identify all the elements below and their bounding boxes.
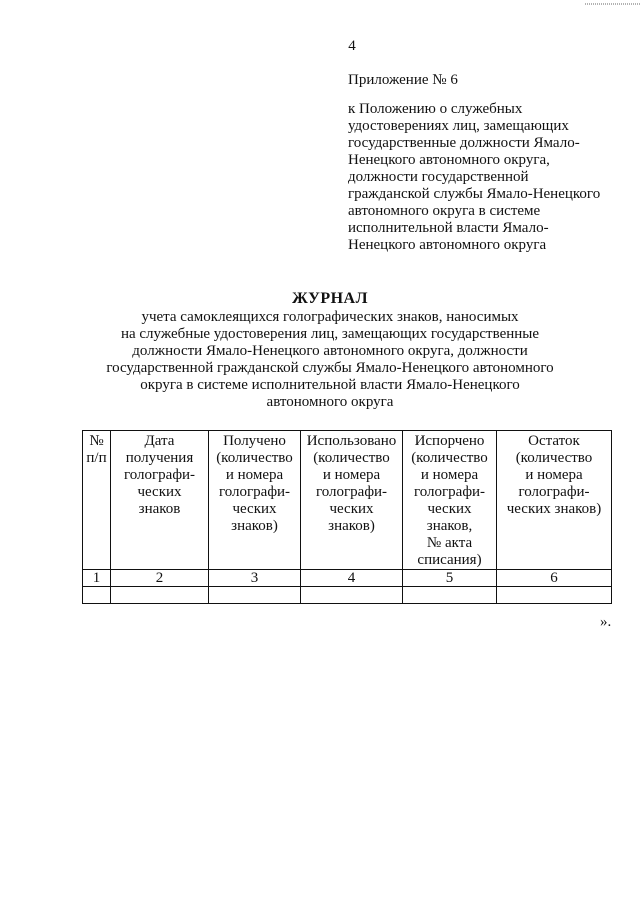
appendix-line: удостоверениях лиц, замещающих bbox=[348, 118, 569, 134]
empty-cell bbox=[497, 587, 612, 604]
journal-line: должности Ямало-Ненецкого автономного округа, должности bbox=[132, 343, 528, 359]
header-text: знаков) bbox=[231, 518, 278, 534]
appendix-line: исполнительной власти Ямало- bbox=[348, 220, 549, 236]
journal-line: автономного округа bbox=[266, 394, 394, 410]
header-text: голографи- bbox=[123, 467, 196, 483]
appendix-block bbox=[348, 72, 618, 254]
header-text: ческих bbox=[137, 484, 182, 500]
appendix-text bbox=[348, 101, 618, 254]
header-text: голографи- bbox=[315, 484, 388, 500]
header-text: № акта bbox=[426, 535, 473, 551]
column-number-cell: 5 bbox=[403, 570, 497, 587]
header-text: и номера bbox=[322, 467, 381, 483]
table-number-row bbox=[83, 570, 612, 587]
header-text: Остаток bbox=[528, 433, 580, 449]
journal-table bbox=[82, 430, 612, 604]
appendix-line: гражданской службы Ямало-Ненецкого bbox=[348, 186, 601, 202]
header-text: и номера bbox=[225, 467, 284, 483]
table-header-row bbox=[83, 431, 612, 570]
page-number: 4 bbox=[348, 38, 356, 54]
journal-subtitle bbox=[60, 309, 600, 411]
column-number-cell: 1 bbox=[83, 570, 111, 587]
column-number-cell: 4 bbox=[301, 570, 403, 587]
column-number-cell: 3 bbox=[209, 570, 301, 587]
header-text: ческих знаков) bbox=[506, 501, 602, 517]
scan-artifact-mark bbox=[585, 0, 640, 10]
column-number-cell: 6 bbox=[497, 570, 612, 587]
empty-cell bbox=[83, 587, 111, 604]
header-text: № bbox=[89, 433, 104, 449]
header-text: (количество bbox=[216, 450, 293, 466]
journal-line: учета самоклеящихся голографических знаков, наносимых bbox=[141, 309, 519, 325]
header-text: голографи- bbox=[413, 484, 486, 500]
journal-line: на служебные удостоверения лиц, замещающих государственные bbox=[120, 326, 540, 342]
header-cell-spoiled bbox=[403, 431, 497, 570]
header-text: получения bbox=[125, 450, 194, 466]
header-text: знаков bbox=[138, 501, 181, 517]
header-text: Дата bbox=[144, 433, 175, 449]
header-text: ческих bbox=[232, 501, 277, 517]
header-text: списания) bbox=[417, 552, 482, 568]
column-number-cell: 2 bbox=[111, 570, 209, 587]
header-text: п/п bbox=[86, 450, 107, 466]
header-text: Использовано bbox=[306, 433, 397, 449]
journal-heading bbox=[60, 290, 600, 411]
header-cell-received bbox=[209, 431, 301, 570]
appendix-title: Приложение № 6 bbox=[348, 72, 458, 88]
journal-line: округа в системе исполнительной власти Ямало-Ненецкого bbox=[140, 377, 520, 393]
header-cell-remainder bbox=[497, 431, 612, 570]
empty-cell bbox=[301, 587, 403, 604]
empty-cell bbox=[111, 587, 209, 604]
header-cell-number bbox=[83, 431, 111, 570]
header-text: ческих bbox=[427, 501, 472, 517]
header-text: голографи- bbox=[518, 484, 590, 500]
appendix-line: должности государственной bbox=[348, 169, 529, 185]
journal-title: ЖУРНАЛ bbox=[291, 290, 369, 307]
header-text: знаков, bbox=[426, 518, 473, 534]
appendix-line: к Положению о служебных bbox=[348, 101, 523, 117]
header-text: и номера bbox=[420, 467, 479, 483]
closing-quote: ». bbox=[600, 614, 612, 630]
header-text: (количество bbox=[411, 450, 488, 466]
header-text: голографи- bbox=[218, 484, 291, 500]
header-text: Получено bbox=[223, 433, 286, 449]
empty-cell bbox=[209, 587, 301, 604]
appendix-line: автономного округа в системе bbox=[348, 203, 541, 219]
header-text: Испорчено bbox=[414, 433, 485, 449]
appendix-line: Ненецкого автономного округа bbox=[348, 237, 547, 253]
journal-line: государственной гражданской службы Ямало-Ненецкого автономного bbox=[106, 360, 554, 376]
header-text: (количество bbox=[515, 450, 593, 466]
header-text: знаков) bbox=[328, 518, 375, 534]
empty-cell bbox=[403, 587, 497, 604]
appendix-line: Ненецкого автономного округа, bbox=[348, 152, 550, 168]
table-empty-row bbox=[83, 587, 612, 604]
header-text: ческих bbox=[329, 501, 374, 517]
header-text: и номера bbox=[525, 467, 583, 483]
header-cell-date bbox=[111, 431, 209, 570]
appendix-line: государственные должности Ямало- bbox=[348, 135, 580, 151]
header-cell-used bbox=[301, 431, 403, 570]
header-text: (количество bbox=[313, 450, 390, 466]
